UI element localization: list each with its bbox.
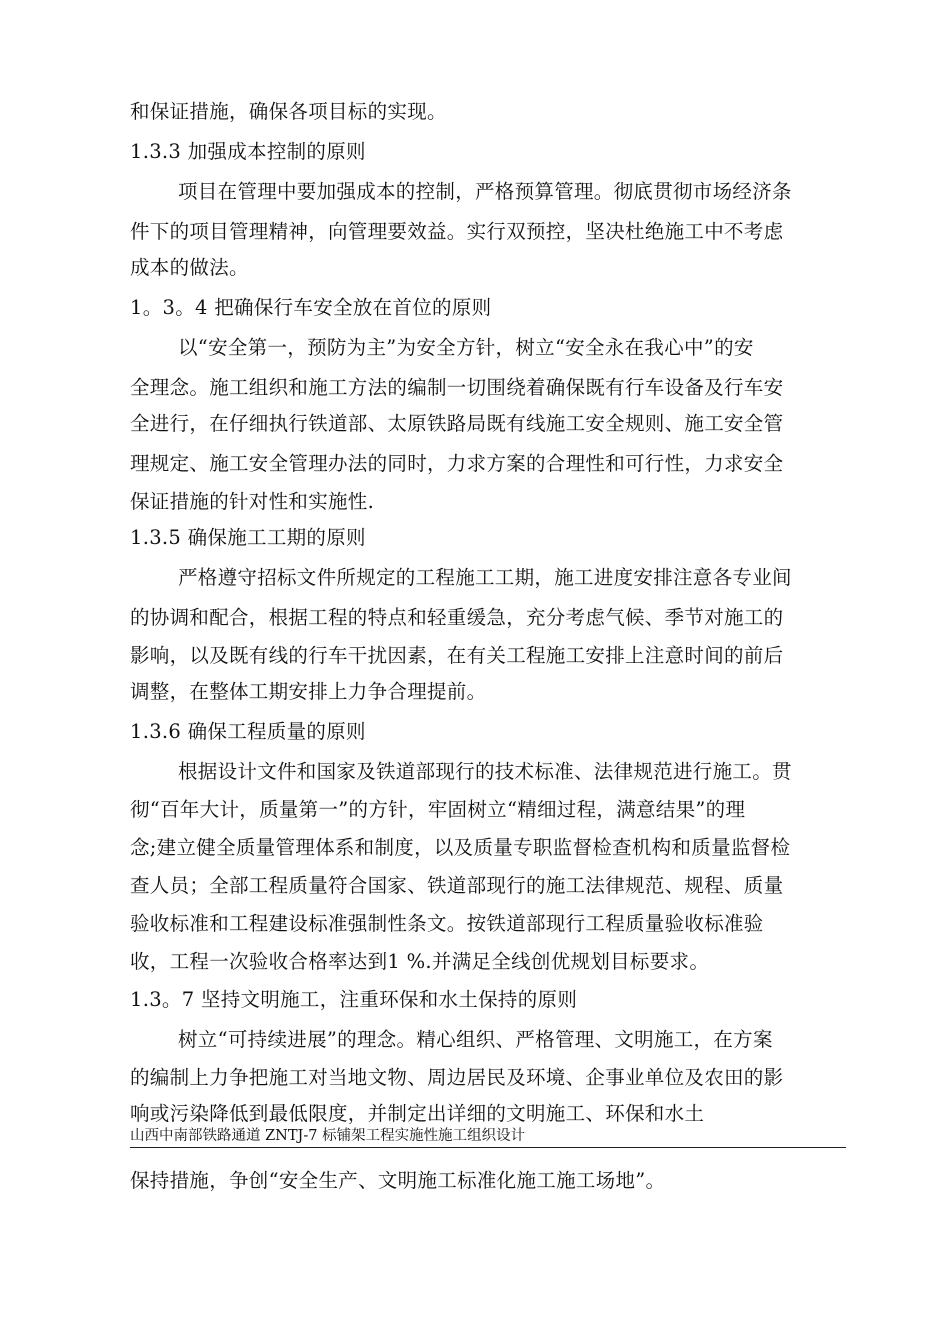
paragraph-line: 收，工程一次验收合格率达到1 %.并满足全线创优规划目标要求。	[130, 950, 710, 973]
paragraph-line: 根据设计文件和国家及铁道部现行的技术标准、法律规范进行施工。贯	[178, 760, 792, 783]
paragraph-line: 项目在管理中要加强成本的控制，严格预算管理。彻底贯彻市场经济条	[178, 180, 792, 203]
section-heading-1-3-4: 1。3。4 把确保行车安全放在首位的原则	[130, 296, 492, 319]
paragraph-line: 念;建立健全质量管理体系和制度，以及质量专职监督检查机构和质量监督检	[130, 836, 791, 859]
paragraph-line: 保证措施的针对性和实施性.	[130, 490, 375, 513]
paragraph-line: 以“安全第一，预防为主”为安全方针，树立“安全永在我心中”的安	[178, 336, 754, 359]
paragraph-line: 严格遵守招标文件所规定的工程施工工期，施工进度安排注意各专业间	[178, 566, 792, 589]
section-heading-1-3-7: 1.3。7 坚持文明施工，注重环保和水土保持的原则	[130, 988, 578, 1011]
paragraph-line: 树立“可持续进展”的理念。精心组织、严格管理、文明施工，在方案	[178, 1028, 773, 1051]
paragraph-line: 件下的项目管理精神，向管理要效益。实行双预控，坚决杜绝施工中不考虑	[130, 220, 784, 243]
paragraph-line: 成本的做法。	[130, 256, 249, 279]
paragraph-line: 全进行，在仔细执行铁道部、太原铁路局既有线施工安全规则、施工安全管	[130, 412, 784, 435]
paragraph-line: 全理念。施工组织和施工方法的编制一切围绕着确保既有行车设备及行车安	[130, 376, 784, 399]
section-heading-1-3-5: 1.3.5 确保施工工期的原则	[130, 526, 366, 549]
paragraph-line: 的编制上力争把施工对当地文物、周边居民及环境、企事业单位及农田的影	[130, 1066, 784, 1089]
paragraph-line: 理规定、施工安全管理办法的同时，力求方案的合理性和可行性，力求安全	[130, 452, 784, 475]
paragraph-line: 彻“百年大计，质量第一”的方针，牢固树立“精细过程，满意结果”的理	[130, 798, 746, 821]
paragraph-line: 的协调和配合，根据工程的特点和轻重缓急，充分考虑气候、季节对施工的	[130, 606, 784, 629]
paragraph-line: 查人员；全部工程质量符合国家、铁道部现行的施工法律规范、规程、质量	[130, 874, 784, 897]
running-footer: 山西中南部铁路通道 ZNTJ-7 标铺架工程实施性施工组织设计	[130, 1127, 846, 1148]
paragraph-line: 保持措施，争创“安全生产、文明施工标准化施工施工场地”。	[130, 1169, 666, 1192]
paragraph-line: 响或污染降低到最低限度，并制定出详细的文明施工、环保和水土	[130, 1102, 705, 1125]
paragraph-line: 影响，以及既有线的行车干扰因素，在有关工程施工安排上注意时间的前后	[130, 644, 784, 667]
section-heading-1-3-6: 1.3.6 确保工程质量的原则	[130, 720, 366, 743]
section-heading-1-3-3: 1.3.3 加强成本控制的原则	[130, 140, 366, 163]
paragraph-line: 和保证措施，确保各项目标的实现。	[130, 100, 447, 123]
paragraph-line: 验收标准和工程建设标准强制性条文。按铁道部现行工程质量验收标准验	[130, 912, 764, 935]
paragraph-line: 调整，在整体工期安排上力争合理提前。	[130, 680, 487, 703]
